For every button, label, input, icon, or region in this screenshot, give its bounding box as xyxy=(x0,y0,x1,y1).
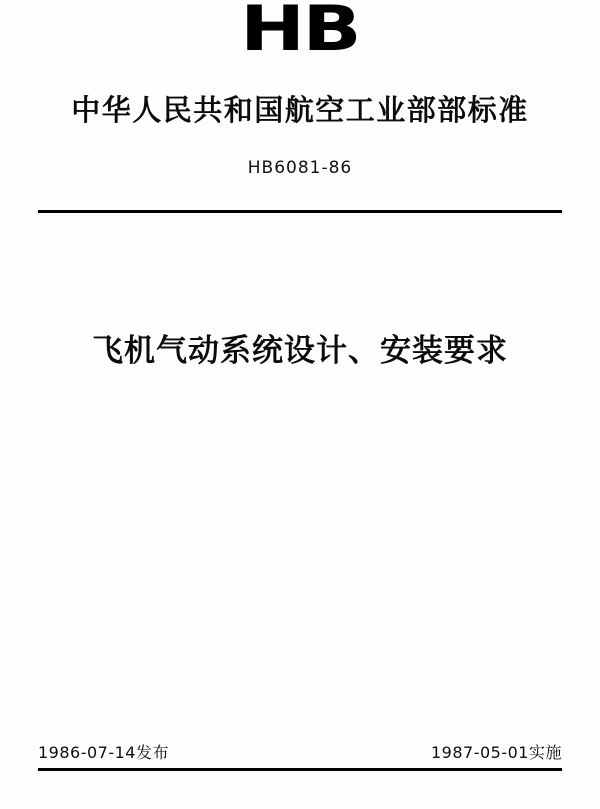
hb-logo xyxy=(0,0,600,65)
effective-date: 1987-05-01实施 xyxy=(431,743,562,762)
hb-logo-text: HB xyxy=(240,0,360,65)
issue-date: 1986-07-14发布 xyxy=(38,743,169,762)
page-title: 飞机气动系统设计、安装要求 xyxy=(92,333,508,369)
header-divider xyxy=(38,210,562,213)
standard-number: HB6081-86 xyxy=(247,158,353,178)
footer-divider xyxy=(38,768,562,771)
issuing-authority: 中华人民共和国航空工业部部标准 xyxy=(71,93,529,127)
footer xyxy=(38,740,562,763)
